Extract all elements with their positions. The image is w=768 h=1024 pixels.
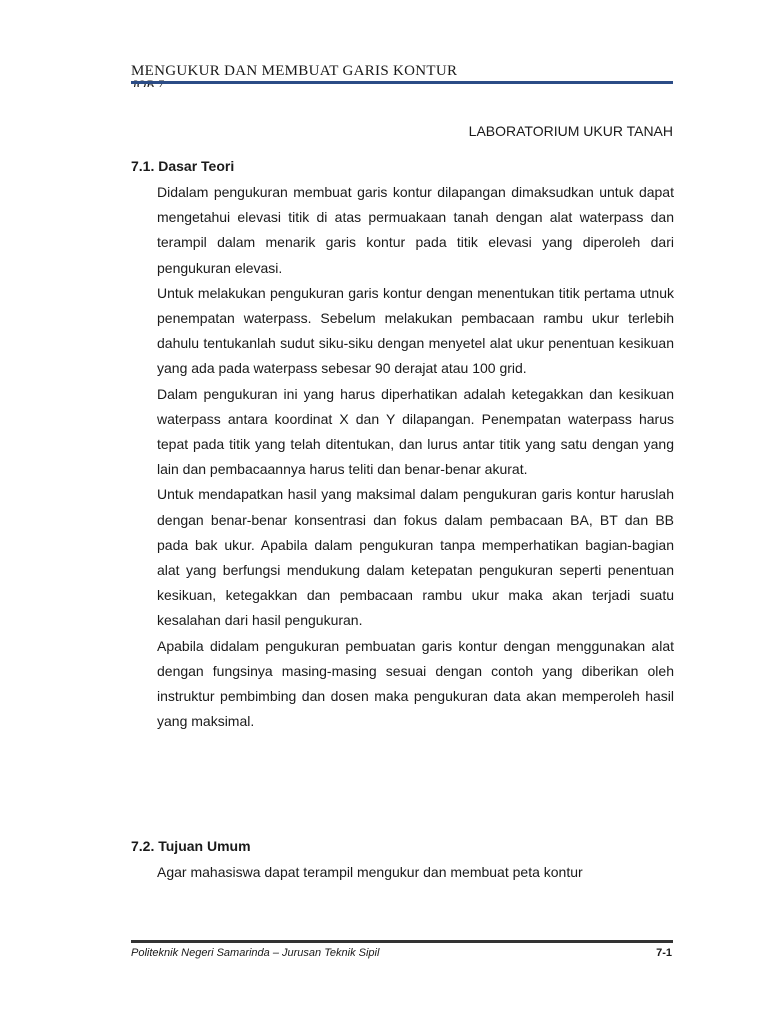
section-body-dasar-teori: [157, 180, 674, 734]
section-heading-dasar-teori: 7.1. Dasar Teori: [131, 158, 235, 174]
section-heading-tujuan-umum: 7.2. Tujuan Umum: [131, 838, 251, 854]
paragraph: Apabila didalam pengukuran pembuatan garis kontur dengan menggunakan alat dengan fungsinya masing-masing sesuai dengan contoh yang diberikan oleh instruktur pembimbing dan dosen maka pengukuran data akan memperoleh hasil yang maksimal.: [157, 637, 674, 730]
footer-divider: [131, 940, 673, 943]
paragraph: Didalam pengukuran membuat garis kontur dilapangan dimaksudkan untuk dapat mengetahui elevasi titik di atas permuakaan tanah dengan alat waterpass dan terampil dalam menarik garis kontur pada titik elevasi yang diperoleh dari pengukuran elevasi.: [157, 184, 674, 276]
paragraph: Dalam pengukuran ini yang harus diperhatikan adalah ketegakkan dan kesikuan waterpass antara koordinat X dan Y dilapangan. Penempatan waterpass harus tepat pada titik yang telah ditentukan, dan lurus antar titik yang satu dengan yang lain dan pembacaannya harus teliti dan benar-benar akurat.: [157, 385, 674, 478]
paragraph: Untuk melakukan pengukuran garis kontur dengan menentukan titik pertama utnuk penempatan waterpass. Sebelum melakukan pembacaan rambu ukur terlebih dahulu tentukanlah sudut siku-siku dengan menyetel alat ukur penentuan kesikuan yang ada pada waterpass sebesar 90 derajat atau 100 grid.: [157, 284, 674, 377]
section-body-tujuan-umum: [157, 860, 674, 885]
laboratory-title: LABORATORIUM UKUR TANAH: [468, 123, 673, 139]
header-divider: [131, 81, 673, 84]
paragraph: Agar mahasiswa dapat terampil mengukur dan membuat peta kontur: [157, 864, 583, 880]
page-header-title: MENGUKUR DAN MEMBUAT GARIS KONTUR: [131, 63, 458, 79]
footer-institution: Politeknik Negeri Samarinda – Jurusan Teknik Sipil: [131, 947, 380, 959]
paragraph: Untuk mendapatkan hasil yang maksimal dalam pengukuran garis kontur haruslah dengan benar-benar konsentrasi dan fokus dalam pembacaan BA, BT dan BB pada bak ukur. Apabila dalam pengukuran tanpa memperhatikan bagian-bagian alat yang berfungsi mendukung dalam ketepatan pengukuran seperti penentuan kesikuan, ketegakkan dan pembacaan rambu ukur maka akan terjadi suatu kesalahan dari hasil pengukuran.: [157, 486, 674, 629]
page-number: 7-1: [656, 947, 672, 959]
